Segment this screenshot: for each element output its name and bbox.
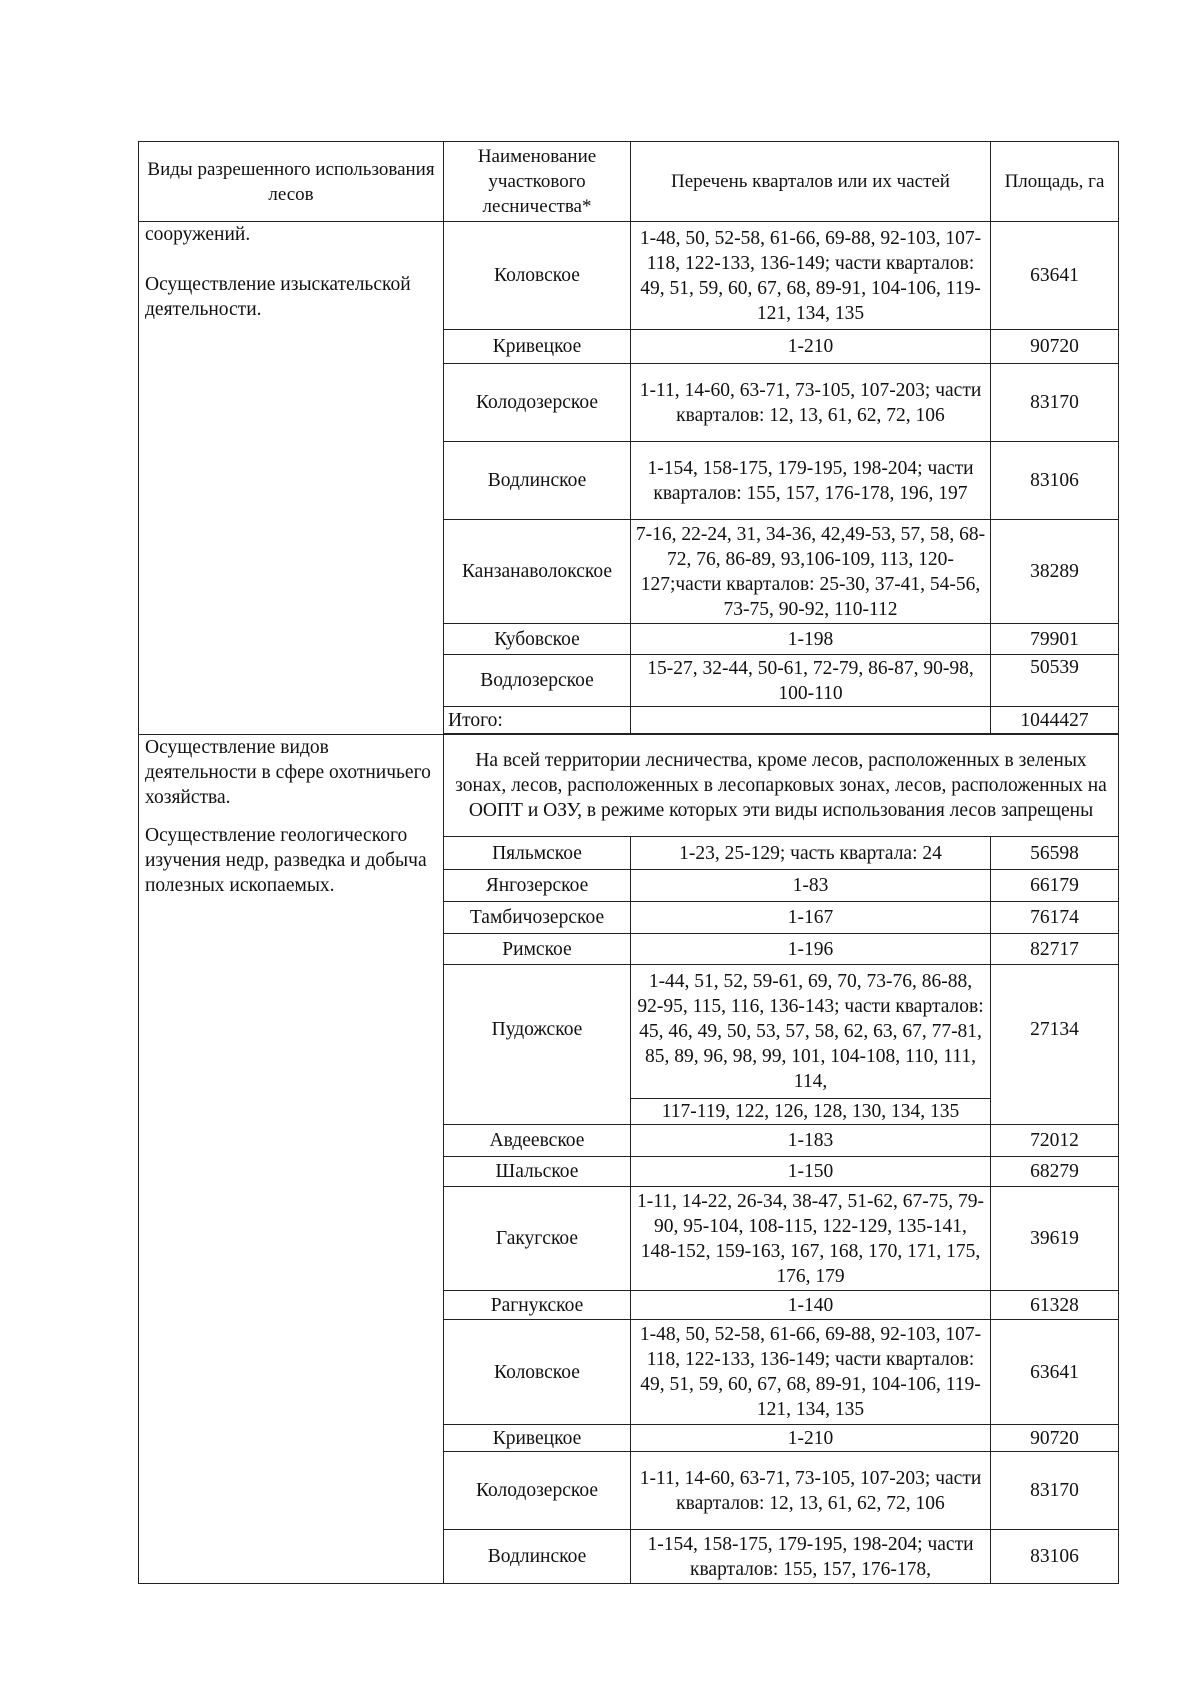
area-value: 68279 [991, 1157, 1119, 1187]
header-area: Площадь, га [991, 142, 1119, 222]
forestry-name: Коловское [444, 1320, 631, 1425]
forestry-name: Водлозерское [444, 655, 631, 707]
area-value: 90720 [991, 330, 1119, 364]
quarters-list: 1-11, 14-22, 26-34, 38-47, 51-62, 67-75, 79-90, 95-104, 108-115, 122-129, 135-141, 148-152, 159-163, 167, 168, 170, 171, 175, 176, 179 [631, 1187, 991, 1291]
forestry-name: Кривецкое [444, 1425, 631, 1452]
area-value: 79901 [991, 624, 1119, 655]
total-label: Итого: [444, 707, 631, 734]
area-value: 83170 [991, 364, 1119, 442]
forestry-name: Шальское [444, 1157, 631, 1187]
area-value: 83170 [991, 1452, 1119, 1530]
forestry-name: Колодозерское [444, 364, 631, 442]
quarters-list: 1-140 [631, 1291, 991, 1320]
area-value: 83106 [991, 1530, 1119, 1584]
quarters-list: 15-27, 32-44, 50-61, 72-79, 86-87, 90-98, 100-110 [631, 655, 991, 707]
quarters-list: 117-119, 122, 126, 128, 130, 134, 135 [631, 1099, 991, 1125]
forestry-name: Янгозерское [444, 870, 631, 902]
forestry-name: Пудожское [444, 965, 631, 1125]
quarters-list: 1-83 [631, 870, 991, 902]
territory-note: На всей территории лесничества, кроме лесов, расположенных в зеленых зонах, лесов, расположенных в лесопарковых зонах, лесов, расположенных на ООПТ и ОЗУ, в режиме которых эти виды использования лесов запрещены [444, 735, 1119, 837]
use-type-text: Осуществление видов деятельности в сфере охотничьего хозяйства. [145, 737, 431, 808]
table-row [139, 735, 1119, 837]
quarters-list: 1-11, 14-60, 63-71, 73-105, 107-203; части кварталов: 12, 13, 61, 62, 72, 106 [631, 364, 991, 442]
header-use-type: Виды разрешенного использования лесов [139, 142, 444, 222]
quarters-list: 1-23, 25-129; часть квартала: 24 [631, 837, 991, 870]
empty-cell [631, 707, 991, 734]
forestry-name: Водлинское [444, 442, 631, 520]
area-value: 63641 [991, 1320, 1119, 1425]
table-header-row [139, 142, 1119, 222]
area-value: 72012 [991, 1125, 1119, 1157]
use-type-text: сооружений. [145, 224, 251, 245]
forestry-name: Тамбичозерское [444, 902, 631, 934]
quarters-list: 1-198 [631, 624, 991, 655]
total-area: 1044427 [991, 707, 1119, 734]
area-value: 83106 [991, 442, 1119, 520]
forestry-name: Колодозерское [444, 1452, 631, 1530]
forestry-name: Пяльмское [444, 837, 631, 870]
forestry-name: Канзанаволокское [444, 520, 631, 624]
area-value: 39619 [991, 1187, 1119, 1291]
forestry-name: Римское [444, 934, 631, 965]
use-type-text: Осуществление геологического изучения недр, разведка и добыча полезных ископаемых. [145, 825, 427, 896]
area-value: 63641 [991, 222, 1119, 330]
quarters-list: 1-150 [631, 1157, 991, 1187]
use-type-cell [139, 222, 444, 735]
quarters-list: 1-48, 50, 52-58, 61-66, 69-88, 92-103, 107-118, 122-133, 136-149; части кварталов: 49, 51, 59, 60, 67, 68, 89-91, 104-106, 119-121, 134, 135 [631, 222, 991, 330]
forestry-name: Кривецкое [444, 330, 631, 364]
quarters-list: 1-11, 14-60, 63-71, 73-105, 107-203; части кварталов: 12, 13, 61, 62, 72, 106 [631, 1452, 991, 1530]
table-row [139, 222, 1119, 330]
area-value: 27134 [991, 965, 1119, 1125]
forestry-name: Коловское [444, 222, 631, 330]
header-quarters: Перечень кварталов или их частей [631, 142, 991, 222]
quarters-list: 1-154, 158-175, 179-195, 198-204; части кварталов: 155, 157, 176-178, [631, 1530, 991, 1584]
area-value: 38289 [991, 520, 1119, 624]
area-value: 76174 [991, 902, 1119, 934]
quarters-list: 1-48, 50, 52-58, 61-66, 69-88, 92-103, 107-118, 122-133, 136-149; части кварталов: 49, 51, 59, 60, 67, 68, 89-91, 104-106, 119-121, 134, 135 [631, 1320, 991, 1425]
quarters-list: 1-44, 51, 52, 59-61, 69, 70, 73-76, 86-88, 92-95, 115, 116, 136-143; части кварталов: 45, 46, 49, 50, 53, 57, 58, 62, 63, 67, 77-81, 85, 89, 96, 98, 99, 101, 104-108, 110, 111, 114, [631, 965, 991, 1099]
area-value: 66179 [991, 870, 1119, 902]
area-value: 56598 [991, 837, 1119, 870]
area-value: 82717 [991, 934, 1119, 965]
quarters-list: 1-167 [631, 902, 991, 934]
header-forestry-name: Наименование участкового лесничества* [444, 142, 631, 222]
quarters-list: 1-210 [631, 1425, 991, 1452]
area-value: 90720 [991, 1425, 1119, 1452]
quarters-list: 1-183 [631, 1125, 991, 1157]
quarters-list: 1-154, 158-175, 179-195, 198-204; части кварталов: 155, 157, 176-178, 196, 197 [631, 442, 991, 520]
forest-use-table [138, 141, 1119, 1584]
use-type-text: Осуществление изыскательской деятельности. [145, 274, 411, 320]
area-value: 61328 [991, 1291, 1119, 1320]
forestry-name: Гакугское [444, 1187, 631, 1291]
quarters-list: 1-210 [631, 330, 991, 364]
quarters-list: 7-16, 22-24, 31, 34-36, 42,49-53, 57, 58, 68-72, 76, 86-89, 93,106-109, 113, 120-127;части кварталов: 25-30, 37-41, 54-56, 73-75, 90-92, 110-112 [631, 520, 991, 624]
forestry-name: Рагнукское [444, 1291, 631, 1320]
area-value: 50539 [991, 655, 1119, 707]
forestry-name: Авдеевское [444, 1125, 631, 1157]
quarters-list: 1-196 [631, 934, 991, 965]
forestry-name: Водлинское [444, 1530, 631, 1584]
forestry-name: Кубовское [444, 624, 631, 655]
use-type-cell [139, 735, 444, 1584]
